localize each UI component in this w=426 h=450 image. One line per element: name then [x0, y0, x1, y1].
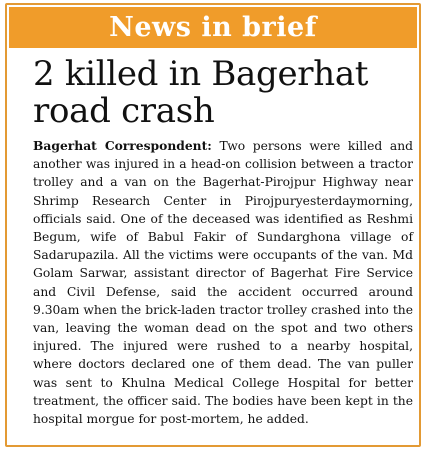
section-header-title: News in brief — [109, 12, 317, 43]
article-body — [33, 137, 413, 428]
article-text: Two persons were killed and another was injured in a head-on collision between a tractor trolley and a van on the Bagerhat-Pirojpur Highway near Shrimp Research Center in Pirojpuryesterdaymorning, officials said. One of the deceased was identified as Reshmi Begum, wife of Babul Fakir of Sundarghona village of Sadarupazila. All the victims were occupants of the van. Md Golam Sarwar, assistant director of Bagerhat Fire Service and Civil Defense, said the accident occurred around 9.30am when the brick-laden tractor trolley crashed into the van, leaving the woman dead on the spot and two others injured. The injured were rushed to a nearby hospital, where doctors declared one of them dead. The van puller was sent to Khulna Medical College Hospital for better treatment, the officer said. The bodies have been kept in the hospital morgue for post-mortem, he added. — [33, 139, 413, 427]
section-header — [9, 7, 417, 48]
byline: Bagerhat Correspondent: — [33, 138, 212, 153]
news-clipping — [5, 3, 421, 447]
headline: 2 killed in Bagerhat road crash — [33, 54, 369, 131]
